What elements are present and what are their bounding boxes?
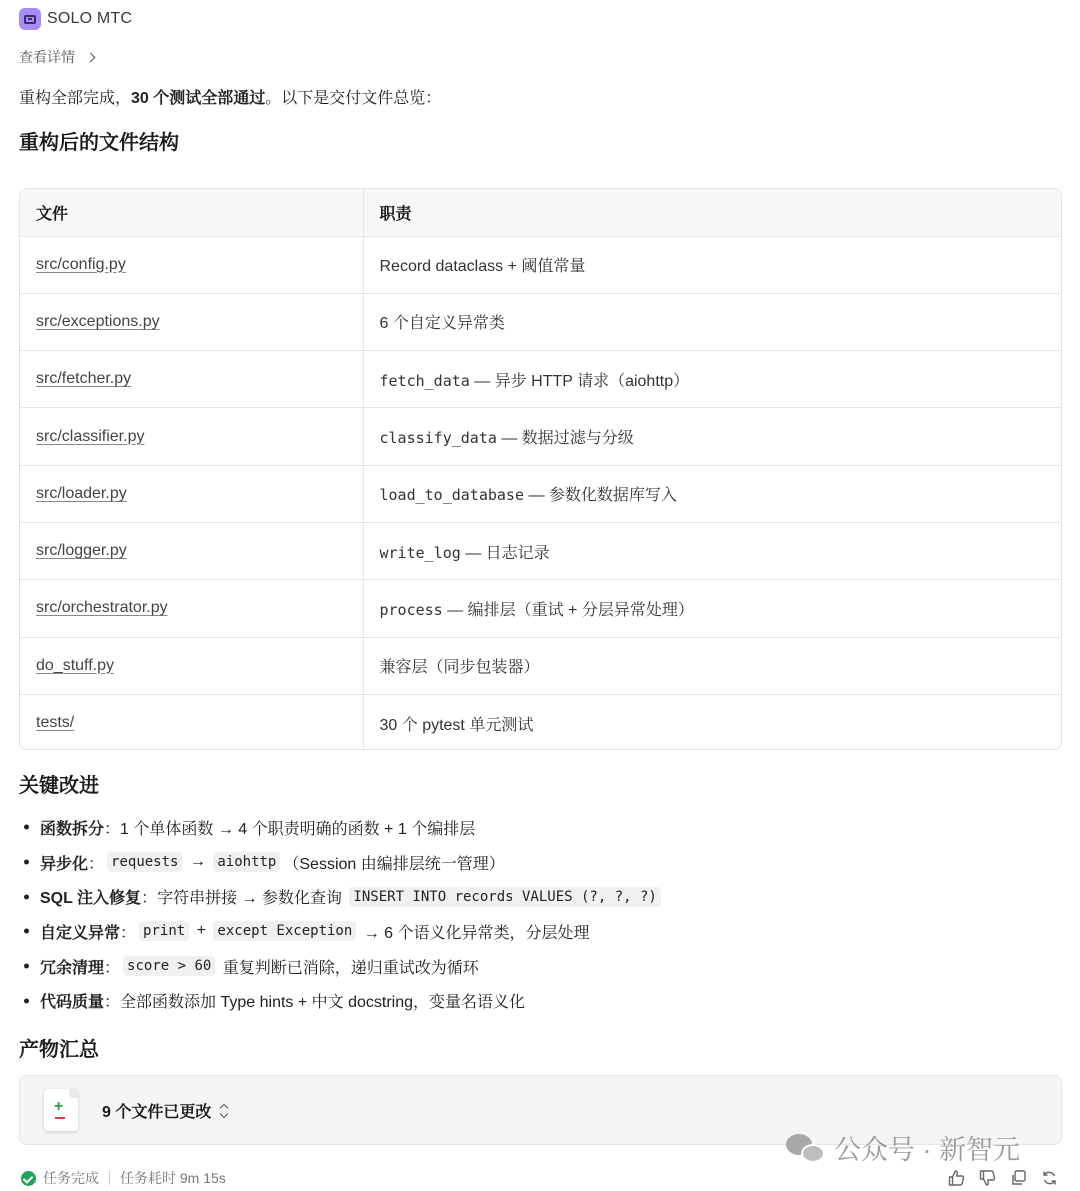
retry-icon[interactable]: [1041, 1170, 1058, 1186]
function-name: load_to_database: [379, 486, 524, 505]
improvement-text: →: [185, 853, 211, 871]
list-item: [22, 879, 664, 914]
watermark: [786, 1128, 1020, 1167]
file-link[interactable]: src/loader.py: [36, 484, 127, 502]
responsibility-cell: [363, 236, 1061, 293]
improvement-key: 冗余清理: [40, 959, 105, 977]
responsibility-cell: [363, 293, 1061, 350]
table-row: [20, 293, 1061, 350]
improvement-separator: ：: [104, 820, 121, 838]
table-row: [20, 236, 1061, 293]
responsibility-cell: [363, 580, 1061, 637]
file-cell: [20, 236, 363, 293]
file-cell: [20, 293, 363, 350]
improvement-key: 代码质量: [40, 994, 105, 1012]
view-details-label: 查看详情: [19, 49, 75, 65]
chevron-right-icon: [86, 52, 96, 62]
task-footer: [21, 1168, 226, 1188]
responsibility-cell: [363, 637, 1061, 694]
responsibility-text: 30 个 pytest 单元测试: [379, 716, 534, 734]
improvement-text: 1 个单体函数 → 4 个职责明确的函数 + 1 个编排层: [120, 820, 476, 838]
column-header-responsibility: 职责: [363, 189, 1061, 236]
responsibility-text: — 日志记录: [460, 544, 550, 562]
improvement-separator: ：: [120, 924, 137, 942]
summary-prefix: 重构全部完成，: [19, 90, 132, 107]
table-row: [20, 408, 1061, 465]
file-link[interactable]: do_stuff.py: [36, 656, 114, 674]
file-cell: [20, 351, 363, 408]
summary-text: [19, 85, 441, 108]
file-cell: [20, 580, 363, 637]
thumbs-up-icon[interactable]: [948, 1170, 965, 1186]
improvement-text: 全部函数添加 Type hints + 中文 docstring，变量名语义化: [120, 994, 526, 1012]
responsibility-text: — 异步 HTTP 请求（aiohttp）: [469, 372, 690, 390]
function-name: classify_data: [379, 429, 497, 448]
inline-code: aiohttp: [213, 852, 280, 872]
structure-heading: 重构后的文件结构: [19, 132, 179, 154]
task-status: 任务完成: [43, 1170, 99, 1186]
list-item: [22, 845, 664, 880]
inline-code: requests: [107, 852, 182, 872]
file-link[interactable]: src/fetcher.py: [36, 370, 132, 388]
wechat-icon: [786, 1132, 826, 1164]
responsibility-text: Record dataclass + 阈值常量: [379, 258, 586, 276]
responsibility-cell: [363, 465, 1061, 522]
file-cell: [20, 637, 363, 694]
robot-icon: [19, 8, 41, 30]
watermark-text: 公众号 · 新智元: [834, 1135, 1020, 1165]
responsibility-text: — 编排层（重试 + 分层异常处理）: [442, 601, 694, 619]
improvement-key: 自定义异常: [40, 924, 121, 942]
table-row: [20, 580, 1061, 637]
improvement-key: 异步化: [40, 855, 89, 873]
inline-code: score > 60: [123, 956, 215, 976]
file-cell: [20, 408, 363, 465]
inline-code: print: [139, 921, 189, 941]
responsibility-cell: [363, 408, 1061, 465]
file-link[interactable]: src/logger.py: [36, 542, 127, 560]
copy-icon[interactable]: [1010, 1170, 1027, 1186]
file-structure-table: [19, 188, 1062, 750]
improvements-heading: 关键改进: [19, 775, 99, 797]
file-cell: [20, 465, 363, 522]
inline-code: INSERT INTO records VALUES (?, ?, ?): [349, 887, 660, 907]
improvement-text: （Session 由编排层统一管理）: [283, 855, 505, 873]
table-row: [20, 637, 1061, 694]
table-row: [20, 351, 1061, 408]
responsibility-text: 6 个自定义异常类: [379, 315, 505, 333]
list-item: [22, 914, 664, 949]
responsibility-text: — 参数化数据库写入: [524, 487, 677, 505]
improvement-key: 函数拆分: [40, 820, 105, 838]
list-item: [22, 983, 664, 1018]
file-link[interactable]: src/classifier.py: [36, 427, 145, 445]
function-name: write_log: [379, 543, 461, 562]
changed-files-label: 9 个文件已更改: [102, 1103, 212, 1121]
improvement-text: 字符串拼接 → 参数化查询: [157, 890, 347, 908]
check-circle-icon: [21, 1171, 36, 1186]
file-link[interactable]: src/orchestrator.py: [36, 599, 168, 617]
message-actions: [948, 1170, 1058, 1186]
file-link[interactable]: src/config.py: [36, 255, 126, 273]
responsibility-cell: [363, 694, 1061, 750]
thumbs-down-icon[interactable]: [979, 1170, 996, 1186]
inline-code: except Exception: [213, 921, 356, 941]
list-item: [22, 810, 664, 845]
expand-toggle-icon[interactable]: [221, 1103, 227, 1117]
file-cell: [20, 522, 363, 579]
improvement-separator: ：: [141, 890, 158, 908]
file-cell: [20, 694, 363, 750]
agent-header: [19, 8, 132, 30]
table-row: [20, 522, 1061, 579]
improvement-text: → 6 个语义化异常类，分层处理: [359, 924, 590, 942]
function-name: fetch_data: [379, 371, 470, 390]
file-link[interactable]: src/exceptions.py: [36, 312, 160, 330]
function-name: process: [379, 600, 443, 619]
agent-name: SOLO MTC: [47, 10, 133, 27]
improvement-separator: ：: [88, 855, 105, 873]
artifacts-heading: 产物汇总: [19, 1039, 99, 1061]
improvement-separator: ：: [104, 994, 121, 1012]
responsibility-text: 兼容层（同步包装器）: [379, 659, 540, 677]
table-header-row: [20, 189, 1061, 236]
view-details-link[interactable]: [19, 47, 94, 67]
file-diff-icon: +: [44, 1089, 78, 1131]
responsibility-text: — 数据过滤与分级: [496, 430, 634, 448]
summary-highlight: 30 个测试全部通过: [131, 90, 266, 107]
column-header-file: 文件: [20, 189, 363, 236]
improvements-list: [22, 810, 664, 1018]
improvement-text: +: [192, 922, 211, 940]
divider: [109, 1171, 110, 1185]
file-link[interactable]: tests/: [36, 714, 75, 732]
improvement-key: SQL 注入修复: [40, 890, 142, 908]
responsibility-cell: [363, 522, 1061, 579]
table-row: [20, 694, 1061, 750]
improvement-separator: ：: [104, 959, 121, 977]
responsibility-cell: [363, 351, 1061, 408]
list-item: [22, 949, 664, 984]
improvement-text: 重复判断已消除，递归重试改为循环: [218, 959, 479, 977]
task-duration: 任务耗时 9m 15s: [120, 1170, 226, 1186]
summary-suffix: 。以下是交付文件总览：: [265, 90, 442, 107]
table-row: [20, 465, 1061, 522]
